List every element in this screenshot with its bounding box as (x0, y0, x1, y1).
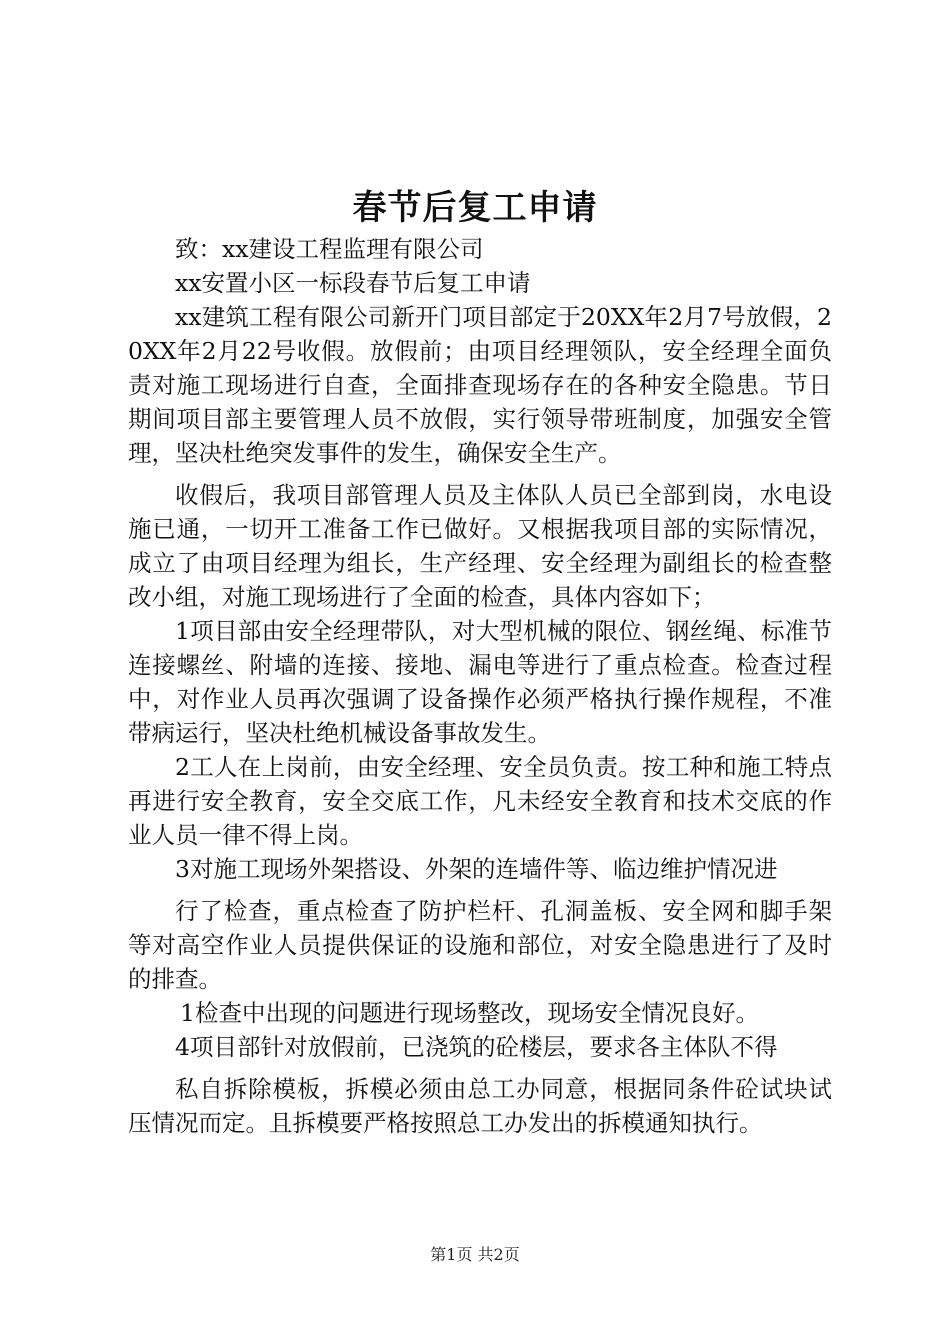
paragraph-return-to-work: 收假后，我项目部管理人员及主体队人员已全部到岗，水电设施已通，一切开工准备工作已做好。又根据我项目部的实际情况，成立了由项目经理为组长，生产经理、安全经理为副组长的检查整改小组，对施工现场进行了全面的检查，具体内容如下； (128, 481, 832, 611)
page-title: 春节后复工申请 (352, 188, 598, 228)
paragraph-item-2-training: 2工人在上岗前，由安全经理、安全员负责。按工种和施工特点再进行安全教育，安全交底工作，凡未经安全教育和技术交底的作业人员一律不得上岗。 (128, 753, 832, 849)
paragraph-holiday-arrangement: xx建筑工程有限公司新开门项目部定于20XX年2月7号放假，20XX年2月22号收假。放假前；由项目经理领队，安全经理全面负责对施工现场进行自查，全面排查现场存在的各种安全隐患。节日期间项目部主要管理人员不放假，实行领导带班制度，加强安全管理，坚决杜绝突发事件的发生，确保安全生产。 (128, 303, 832, 467)
paragraph-item-3-scaffolding: 3对施工现场外架搭设、外架的连墙件等、临边维护情况进 (175, 855, 778, 883)
paragraph-item-3-continued: 行了检查，重点检查了防护栏杆、孔洞盖板、安全网和脚手架等对高空作业人员提供保证的设施和部位，对安全隐患进行了及时的排查。 (128, 897, 832, 993)
paragraph-item-4-formwork: 4项目部针对放假前，已浇筑的砼楼层，要求各主体队不得 (175, 1033, 778, 1061)
paragraph-item-4-continued: 私自拆除模板，拆模必须由总工办同意，根据同条件砼试块试压情况而定。且拆模要严格按照总工办发出的拆模通知执行。 (128, 1075, 832, 1137)
addressee-line: 致：xx建设工程监理有限公司 (175, 235, 484, 263)
page-footer: 第1页 共2页 (430, 1245, 520, 1264)
paragraph-rectification: 1检查中出现的问题进行现场整改，现场安全情况良好。 (180, 999, 759, 1027)
paragraph-item-1-machinery: 1项目部由安全经理带队，对大型机械的限位、钢丝绳、标准节连接螺丝、附墙的连接、接地、漏电等进行了重点检查。检查过程中，对作业人员再次强调了设备操作必须严格执行操作规程，不准带病运行，坚决杜绝机械设备事故发生。 (128, 617, 832, 747)
document-body (128, 232, 832, 1140)
subject-line: xx安置小区一标段春节后复工申请 (175, 269, 531, 297)
